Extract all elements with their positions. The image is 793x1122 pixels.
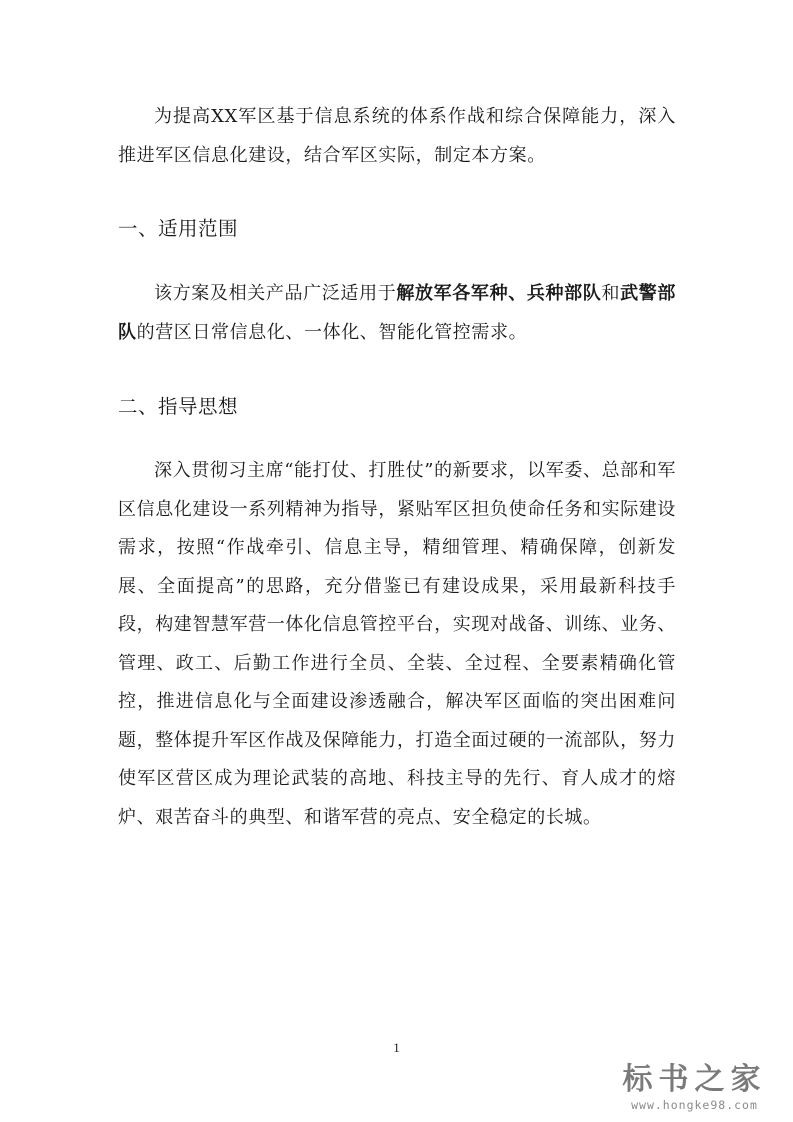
scope-text-mid: 和 (601, 283, 621, 304)
watermark-title: 标书之家 (622, 1062, 767, 1097)
guide-text: 深入贯彻习主席“能打仗、打胜仗”的新要求，以军委、总部和军区信息化建设一系列精神为指导，紧贴军区担负使命任务和实际建设需求，按照“作战牵引、信息主导，精细管理、精确保障，创新发展、全面提高”的思路，充分借鉴已有建设成果，采用最新科技手段，构建智慧军营一体化信息管控平台，实现对战备、训练、业务、管理、政工、后勤工作进行全员、全装、全过程、全要素精确化管控，推进信息化与全面建设渗透融合，解决军区面临的突出困难问题，整体提升军区作战及保障能力，打造全面过硬的一流部队，努力使军区营区成为理论武装的高地、科技主导的先行、育人成才的熔炉、艰苦奋斗的典型、和谐军营的亮点、安全稳定的长城。 (118, 460, 676, 828)
page-number: 1 (393, 1040, 400, 1055)
section-heading-scope: 一、适用范围 (118, 217, 239, 240)
scope-bold-armed-police: 武警部队 (118, 283, 676, 343)
intro-text: 为提高XX军区基于信息系统的体系作战和综合保障能力，深入推进军区信息化建设，结合军区实际，制定本方案。 (118, 106, 676, 166)
scope-paragraph (118, 275, 676, 352)
scope-text-before: 该方案及相关产品广泛适用于 (154, 283, 397, 304)
section-heading-guide: 二、指导思想 (118, 395, 239, 418)
scope-bold-branches: 解放军各军种、兵种部队 (396, 283, 602, 304)
watermark-logo (612, 1062, 777, 1112)
watermark-url: www.hongke98.com (631, 1098, 758, 1112)
scope-text-after: 的营区日常信息化、一体化、智能化管控需求。 (136, 321, 528, 343)
intro-paragraph (118, 98, 676, 175)
guide-paragraph (118, 452, 676, 837)
